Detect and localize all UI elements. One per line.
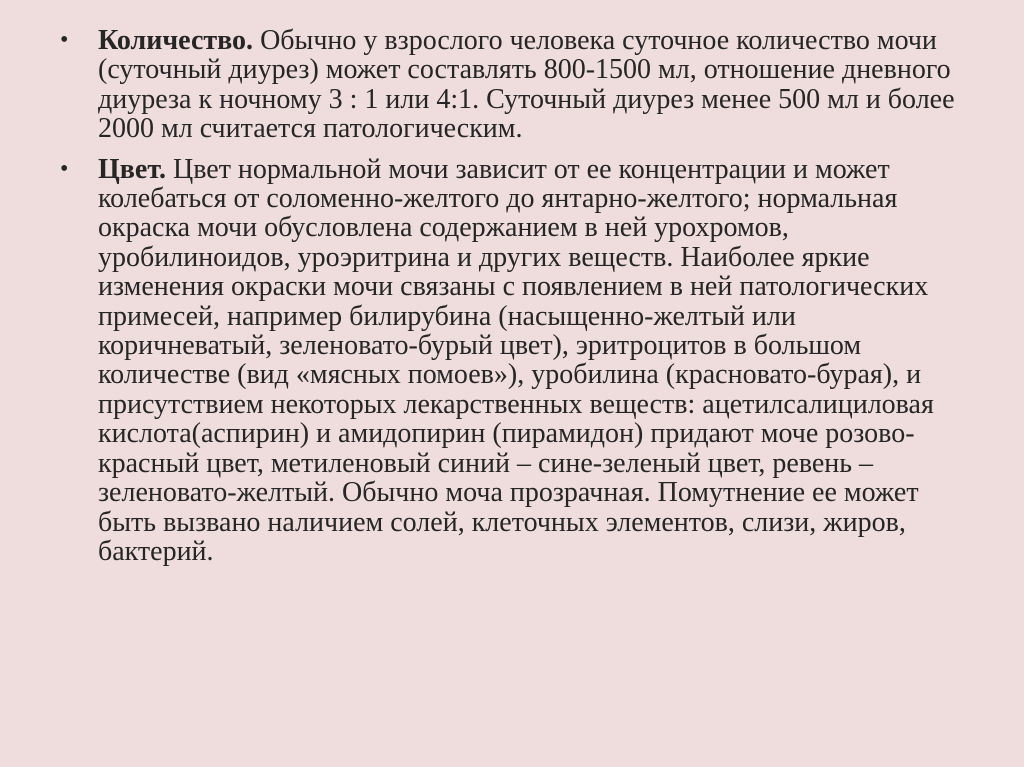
bullet-marker: •	[60, 27, 69, 53]
bullet-item-quantity	[60, 26, 964, 144]
bullet-term: Цвет.	[98, 153, 173, 185]
bullet-item-color	[60, 155, 964, 567]
bullet-marker: •	[60, 155, 69, 182]
bullet-list	[60, 26, 964, 566]
bullet-text: Цвет нормальной мочи зависит от ее концентрации и может колебаться от соломенно-желтого до янтарно-желтого; нормальная окраска мочи обусловлена содержанием в ней урохромов, уробилиноидов, уроэритрина и других веществ. Наиболее яркие изменения окраски мочи связаны с появлением в ней патологических примесей, например билирубина (насыщенно-желтый или коричневатый, зеленовато-бурый цвет), эритроцитов в большом количестве (вид «мясных помоев»), уробилина (красновато-бурая), и присутствием некоторых лекарственных веществ: ацетилсалициловая кислота(аспирин) и амидопирин (пирамидон) придают моче розово-красный цвет, метиленовый синий – сине-зеленый цвет, ревень – зеленовато-желтый. Обычно моча прозрачная. Помутнение ее может быть вызвано наличием солей, клеточных элементов, слизи, жиров, бактерий.	[98, 153, 934, 567]
bullet-text: Обычно у взрослого человека суточное количество мочи (суточный диурез) может составлять 800-1500 мл, отношение дневного диуреза к ночному 3 : 1 или 4:1. Суточный диурез менее 500 мл и более 2000 мл считается патологическим.	[98, 25, 955, 145]
bullet-term: Количество.	[98, 25, 261, 56]
